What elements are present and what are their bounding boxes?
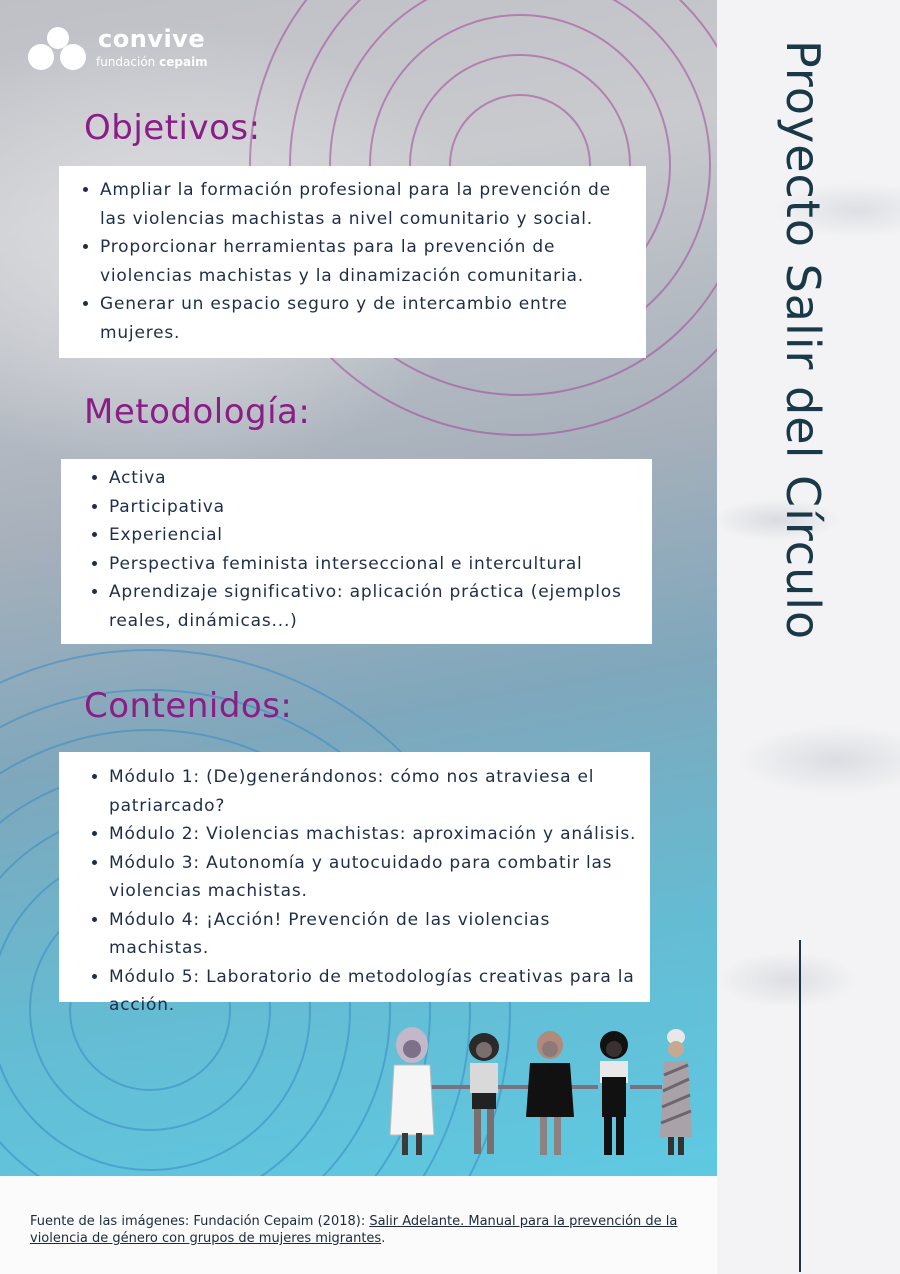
image-source-note bbox=[30, 1213, 710, 1247]
list-item: • Perspectiva feminista interseccional e intercultural bbox=[109, 550, 644, 579]
convive-logo-icon bbox=[26, 25, 90, 71]
contenidos-card bbox=[59, 752, 650, 1015]
list-item: • Generar un espacio seguro y de intercambio entre mujeres. bbox=[100, 290, 632, 347]
contenidos-heading: Contenidos: bbox=[84, 686, 293, 726]
source-prefix: Fuente de las imágenes: Fundación Cepaim (2018): bbox=[30, 1214, 370, 1229]
page-title-text: Proyecto Salir del Círculo bbox=[776, 40, 830, 641]
women-holding-hands-illustration bbox=[380, 1025, 700, 1165]
contenidos-list bbox=[79, 763, 640, 1020]
source-link[interactable]: Salir Adelante. Manual para la prevención de la violencia de género con grupos de mujeres migrantes bbox=[30, 1214, 678, 1246]
list-item: • Módulo 5: Laboratorio de metodologías creativas para la acción. bbox=[109, 963, 640, 1020]
brand-logo bbox=[26, 25, 226, 75]
list-item: • Participativa bbox=[109, 493, 644, 522]
objetivos-card bbox=[59, 166, 646, 358]
brand-subtitle bbox=[96, 55, 208, 69]
list-item: • Módulo 2: Violencias machistas: aproximación y análisis. bbox=[109, 820, 640, 849]
metodologia-list bbox=[79, 464, 644, 635]
brand-name: convive bbox=[98, 25, 206, 53]
metodologia-heading: Metodología: bbox=[84, 392, 311, 432]
list-item: • Aprendizaje significativo: aplicación práctica (ejemplos reales, dinámicas...) bbox=[109, 578, 644, 635]
list-item: • Ampliar la formación profesional para la prevención de las violencias machistas a nivel comunitario y social. bbox=[100, 176, 632, 233]
list-item: • Activa bbox=[109, 464, 644, 493]
objetivos-heading: Objetivos: bbox=[84, 108, 261, 148]
source-suffix: . bbox=[381, 1231, 386, 1246]
vertical-divider bbox=[799, 940, 801, 1272]
brand-sub-name: cepaim bbox=[159, 55, 208, 69]
list-item: • Módulo 4: ¡Acción! Prevención de las violencias machistas. bbox=[109, 906, 640, 963]
brand-sub-prefix: fundación bbox=[96, 55, 156, 69]
list-item: • Módulo 3: Autonomía y autocuidado para combatir las violencias machistas. bbox=[109, 849, 640, 906]
list-item: • Módulo 1: (De)generándonos: cómo nos atraviesa el patriarcado? bbox=[109, 763, 640, 820]
list-item: • Proporcionar herramientas para la prevención de violencias machistas y la dinamización comunitaria. bbox=[100, 233, 632, 290]
list-item: • Experiencial bbox=[109, 521, 644, 550]
metodologia-card bbox=[61, 459, 652, 644]
page-title bbox=[776, 40, 846, 860]
objetivos-list bbox=[70, 176, 632, 347]
